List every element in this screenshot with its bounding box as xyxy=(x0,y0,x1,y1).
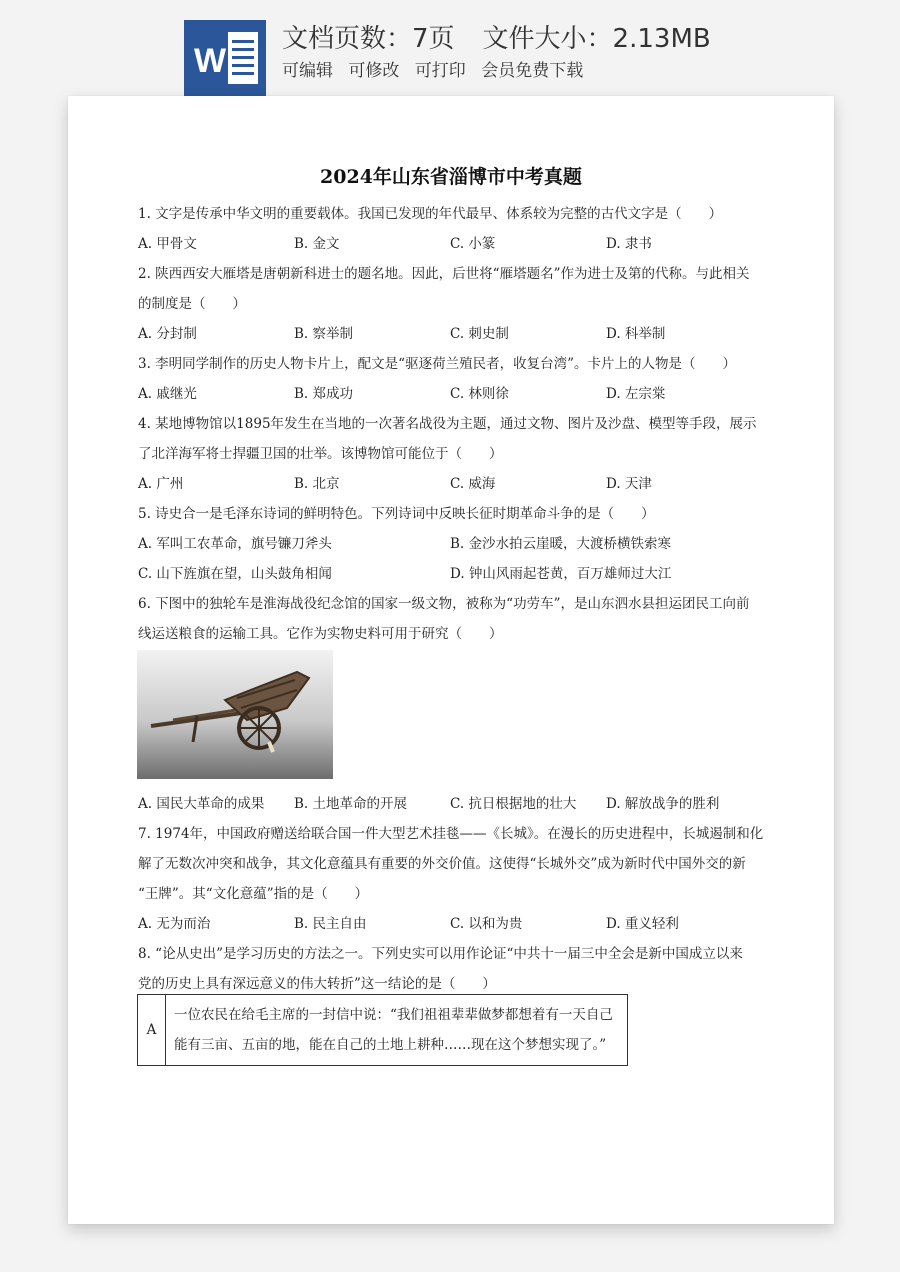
question-5-option-a: A. 军叫工农革命，旗号镰刀斧头 xyxy=(138,536,332,552)
table-row xyxy=(138,995,628,1066)
question-5-stem: 5. 诗史合一是毛泽东诗词的鲜明特色。下列诗词中反映长征时期革命斗争的是（ ） xyxy=(138,506,655,522)
question-3-option-d: D. 左宗棠 xyxy=(606,386,666,402)
feature-modifiable: 可修改 xyxy=(348,61,400,81)
question-4-stem-line-1: 4. 某地博物馆以1895年发生在当地的一次著名战役为主题，通过文物、图片及沙盘、模型等手段，展示 xyxy=(138,416,757,432)
feature-editable: 可编辑 xyxy=(282,61,333,81)
document-title: 2024年山东省淄博市中考真题 xyxy=(320,166,582,188)
question-2-option-d: D. 科举制 xyxy=(606,326,666,342)
question-1-option-b: B. 金文 xyxy=(294,236,340,252)
question-1-stem: 1. 文字是传承中华文明的重要载体。我国已发现的年代最早、体系较为完整的古代文字是（ ） xyxy=(138,206,723,222)
question-6-stem-line-1: 6. 下图中的独轮车是淮海战役纪念馆的国家一级文物，被称为“功劳车”，是山东泗水县担运团民工向前 xyxy=(138,596,750,612)
question-7-stem-line-1: 7. 1974年，中国政府赠送给联合国一件大型艺术挂毯——《长城》。在漫长的历史进程中，长城遏制和化 xyxy=(138,826,764,842)
page-count: 文档页数：7页 xyxy=(282,24,455,54)
feature-member-download: 会员免费下载 xyxy=(481,61,584,81)
question-7-stem-line-2: 解了无数次冲突和战争，其文化意蕴具有重要的外交价值。这使得“长城外交”成为新时代中国外交的新 xyxy=(138,856,746,872)
option-content-line-2: 能有三亩、五亩的地，能在自己的土地上耕种……现在这个梦想实现了。” xyxy=(174,1037,607,1053)
file-info xyxy=(282,18,711,55)
question-2-stem-line-2: 的制度是（ ） xyxy=(138,296,246,312)
question-6-option-b: B. 土地革命的开展 xyxy=(294,796,408,812)
question-5-option-d: D. 钟山风雨起苍黄，百万雄师过大江 xyxy=(450,566,672,582)
question-2-option-a: A. 分封制 xyxy=(138,326,197,342)
question-2-option-b: B. 察举制 xyxy=(294,326,354,342)
question-4-option-d: D. 天津 xyxy=(606,476,652,492)
question-2-stem-line-1: 2. 陕西西安大雁塔是唐朝新科进士的题名地。因此，后世将“雁塔题名”作为进士及第的代称。与此相关 xyxy=(138,266,750,282)
question-4-option-c: C. 威海 xyxy=(450,476,496,492)
question-3-stem: 3. 李明同学制作的历史人物卡片上，配文是“驱逐荷兰殖民者，收复台湾”。卡片上的人物是（ ） xyxy=(138,356,736,372)
question-7-option-c: C. 以和为贵 xyxy=(450,916,523,932)
option-letter: A xyxy=(138,995,166,1066)
question-7-stem-line-3: “王牌”。其“文化意蕴”指的是（ ） xyxy=(138,886,369,902)
feature-printable: 可打印 xyxy=(414,61,466,81)
question-4-option-b: B. 北京 xyxy=(294,476,340,492)
question-8-option-table xyxy=(137,994,628,1066)
question-1-option-d: D. 隶书 xyxy=(606,236,652,252)
question-6-stem-line-2: 线运送粮食的运输工具。它作为实物史料可用于研究（ ） xyxy=(138,626,503,642)
file-size: 文件大小：2.13MB xyxy=(482,24,711,54)
question-5-option-b: B. 金沙水拍云崖暖，大渡桥横铁索寒 xyxy=(450,536,672,552)
question-6-option-a: A. 国民大革命的成果 xyxy=(138,796,265,812)
question-3-option-b: B. 郑成功 xyxy=(294,386,354,402)
question-7-option-d: D. 重义轻利 xyxy=(606,916,679,932)
question-3-option-a: A. 戚继光 xyxy=(138,386,197,402)
word-document-icon xyxy=(184,20,266,96)
option-content-line-1: 一位农民在给毛主席的一封信中说：“我们祖祖辈辈做梦都想着有一天自己 xyxy=(174,1007,613,1023)
question-2-option-c: C. 刺史制 xyxy=(450,326,509,342)
download-banner xyxy=(0,0,900,100)
option-content xyxy=(166,995,628,1066)
question-8-stem-line-2: 党的历史上具有深远意义的伟大转折”这一结论的是（ ） xyxy=(138,976,496,992)
question-4-option-a: A. 广州 xyxy=(138,476,184,492)
word-icon-letter: W xyxy=(194,42,227,80)
wheelbarrow-photo xyxy=(137,650,333,779)
question-7-option-b: B. 民主自由 xyxy=(294,916,367,932)
question-1-option-a: A. 甲骨文 xyxy=(138,236,197,252)
question-5-option-c: C. 山下旌旗在望，山头鼓角相闻 xyxy=(138,566,332,582)
document-page xyxy=(68,96,834,1224)
question-7-option-a: A. 无为而治 xyxy=(138,916,211,932)
question-1-option-c: C. 小篆 xyxy=(450,236,496,252)
question-4-stem-line-2: 了北洋海军将士捍疆卫国的壮举。该博物馆可能位于（ ） xyxy=(138,446,503,462)
question-6-option-c: C. 抗日根据地的壮大 xyxy=(450,796,577,812)
feature-list xyxy=(282,56,593,81)
question-3-option-c: C. 林则徐 xyxy=(450,386,509,402)
question-6-option-d: D. 解放战争的胜利 xyxy=(606,796,720,812)
question-8-stem-line-1: 8. “论从史出”是学习历史的方法之一。下列史实可以用作论证“中共十一届三中全会是新中国成立以来 xyxy=(138,946,743,962)
